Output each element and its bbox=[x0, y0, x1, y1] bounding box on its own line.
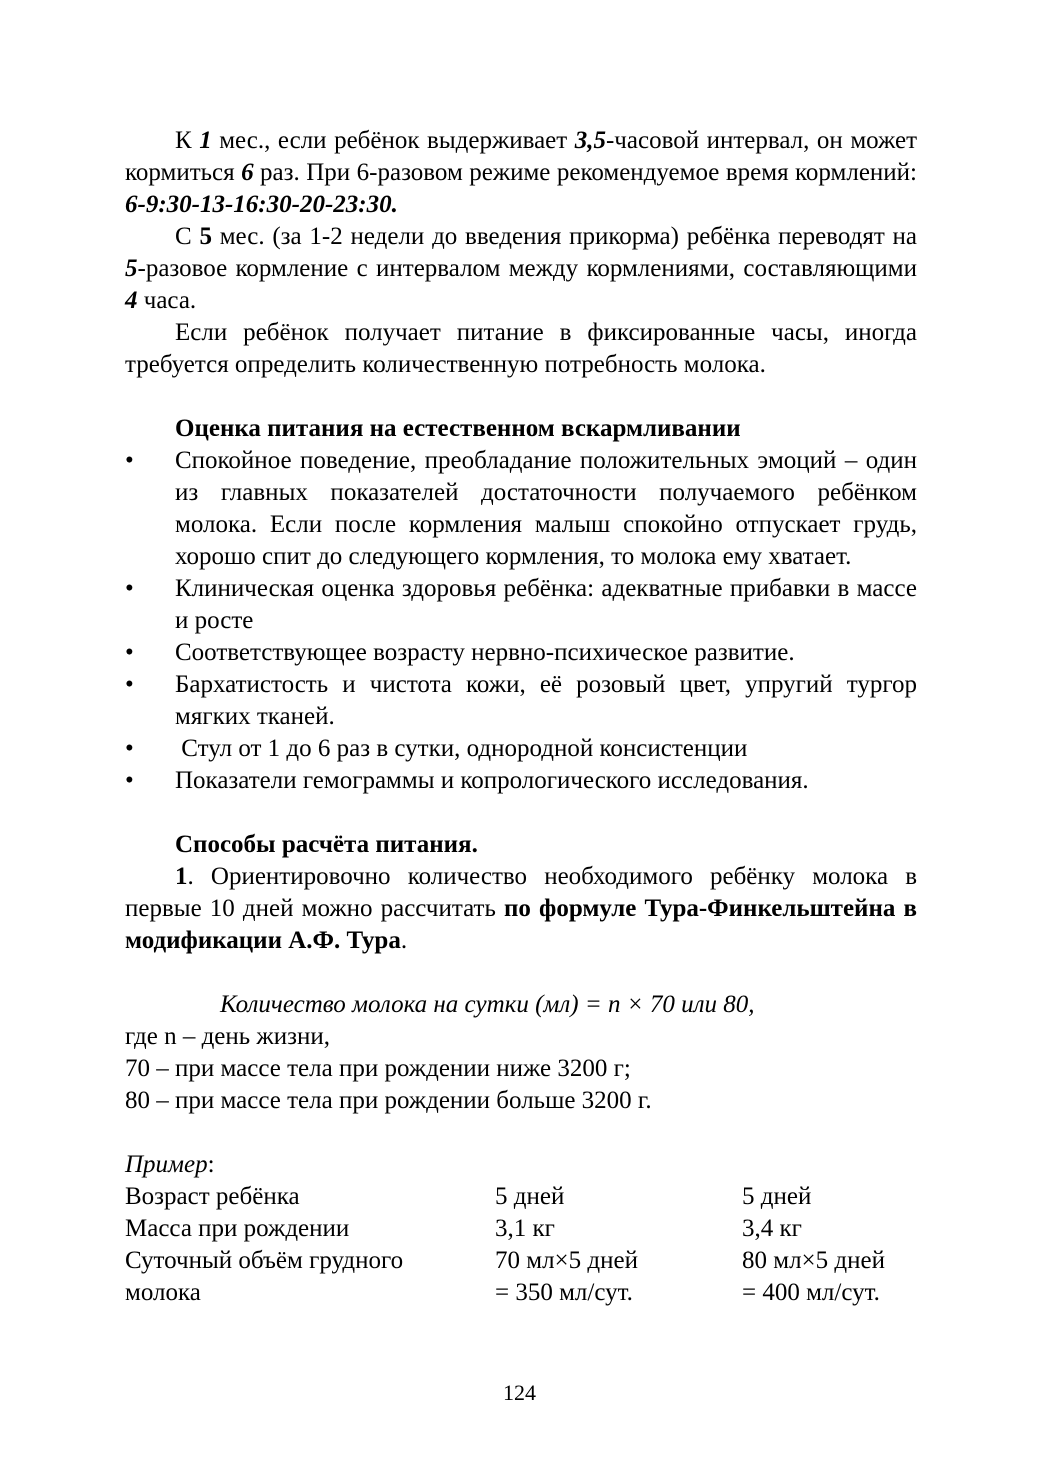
paragraph-feeding-1-month: К 1 мес., если ребёнок выдерживает 3,5-часовой интервал, он может кормиться 6 раз. При 6-разовом режиме рекомендуемое время кормлений: 6-9:30-13-16:30-20-23:30. bbox=[125, 127, 918, 218]
section-heading-assessment: Оценка питания на естественном вскармливании bbox=[175, 415, 741, 442]
example-table bbox=[125, 1181, 885, 1309]
list-item: • Соответствующее возрасту нервно-психическое развитие. bbox=[125, 639, 795, 666]
table-row: молока = 350 мл/сут. = 400 мл/сут. bbox=[125, 1279, 880, 1306]
list-item: • Показатели гемограммы и копрологического исследования. bbox=[125, 767, 809, 794]
paragraph-feeding-5-months: С 5 мес. (за 1-2 недели до введения прикорма) ребёнка переводят на 5-разовое кормление с интервалом между кормлениями, составляющими 4 часа. bbox=[125, 223, 917, 314]
section-heading-calculation: Способы расчёта питания. bbox=[175, 831, 478, 858]
table-row: Суточный объём грудного 70 мл×5 дней 80 мл×5 дней bbox=[125, 1247, 885, 1274]
formula-note: 70 – при массе тела при рождении ниже 3200 г; bbox=[125, 1055, 631, 1082]
list-item: • Стул от 1 до 6 раз в сутки, однородной консистенции bbox=[125, 735, 748, 762]
assessment-bullet-list bbox=[125, 445, 917, 797]
page-number: 124 bbox=[503, 1380, 536, 1405]
table-row: Возраст ребёнка 5 дней 5 дней bbox=[125, 1183, 812, 1210]
list-item: • Бархатистость и чистота кожи, её розовый цвет, упругий тургор мягких тканей. bbox=[125, 671, 917, 730]
page-body bbox=[125, 125, 917, 1309]
formula-note: где n – день жизни, bbox=[125, 1023, 330, 1050]
table-row: Масса при рождении 3,1 кг 3,4 кг bbox=[125, 1215, 802, 1242]
formula-note: 80 – при массе тела при рождении больше 3200 г. bbox=[125, 1087, 652, 1114]
list-item: • Клиническая оценка здоровья ребёнка: адекватные прибавки в массе и росте bbox=[125, 575, 917, 634]
list-item: • Спокойное поведение, преобладание положительных эмоций – один из главных показателей достаточности получаемого ребёнком молока. Если после кормления малыш спокойно отпускает грудь, хорошо спит до следующего кормления, то молока ему хватает. bbox=[125, 447, 917, 570]
paragraph-fixed-hours: Если ребёнок получает питание в фиксированные часы, иногда требуется определить количественную потребность молока. bbox=[125, 319, 917, 378]
milk-formula: Количество молока на сутки (мл) = n × 70 или 80, bbox=[220, 991, 755, 1018]
example-title: Пример: bbox=[125, 1151, 215, 1178]
paragraph-calculation-method: 1. Ориентировочно количество необходимого ребёнку молока в первые 10 дней можно рассчитать по формуле Тура-Финкельштейна в модификации А.Ф. Тура. bbox=[125, 863, 917, 954]
